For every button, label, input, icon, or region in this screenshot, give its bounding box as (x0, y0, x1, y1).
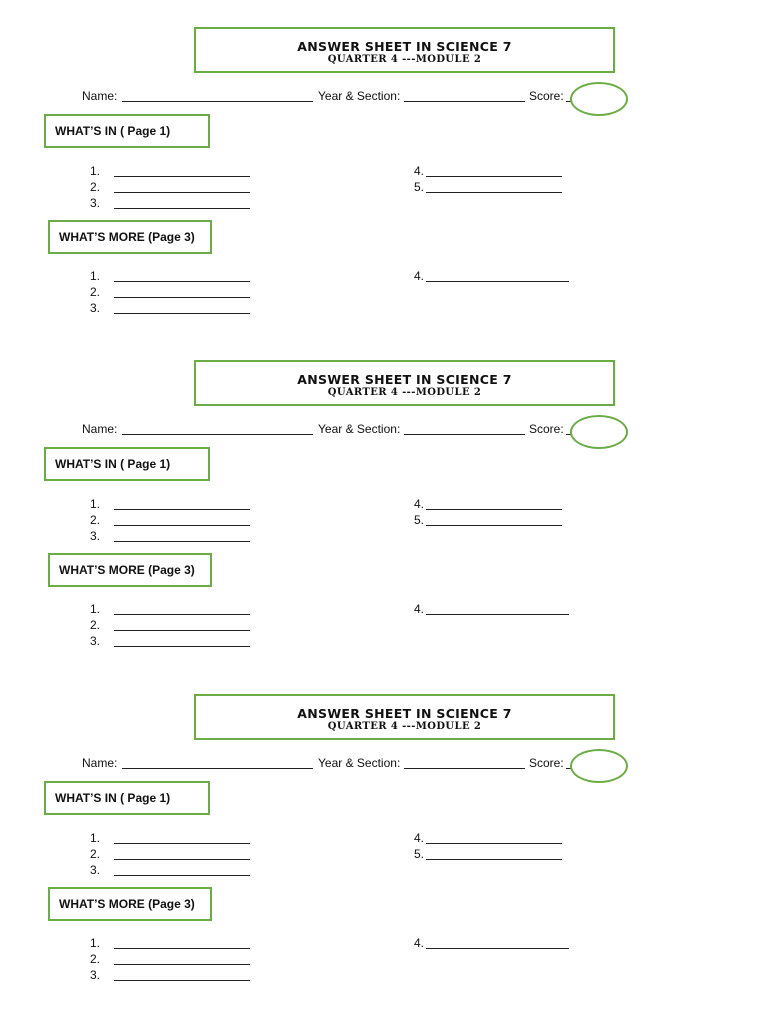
name-field[interactable] (122, 101, 313, 102)
answer-line[interactable] (114, 208, 250, 209)
year-section-field[interactable] (404, 101, 525, 102)
item-number: 3. (90, 863, 101, 877)
answer-line[interactable] (114, 859, 250, 860)
answer-line[interactable] (114, 875, 250, 876)
answer-line[interactable] (114, 948, 250, 949)
answer-line[interactable] (114, 614, 250, 615)
item-number: 3. (90, 529, 101, 543)
whats-in-heading: WHAT’S IN ( Page 1) (44, 781, 210, 815)
answer-line[interactable] (426, 176, 562, 177)
item-number: 2. (90, 618, 101, 632)
item-number: 2. (90, 180, 101, 194)
answer-line[interactable] (426, 859, 562, 860)
name-label: Name: (82, 422, 118, 436)
score-circle[interactable] (570, 749, 628, 783)
answer-line[interactable] (114, 964, 250, 965)
sheet-subtitle: QUARTER 4 ---MODULE 2 (327, 721, 482, 732)
answer-line[interactable] (114, 297, 250, 298)
answer-line[interactable] (426, 525, 562, 526)
answer-line[interactable] (114, 646, 250, 647)
score-label: Score: (529, 756, 564, 770)
whats-more-heading: WHAT’S MORE (Page 3) (48, 553, 212, 587)
item-number: 2. (90, 952, 101, 966)
answer-line[interactable] (426, 192, 562, 193)
sheet-subtitle: QUARTER 4 ---MODULE 2 (327, 54, 482, 65)
item-number: 2. (90, 285, 101, 299)
answer-line[interactable] (426, 509, 562, 510)
score-circle[interactable] (570, 415, 628, 449)
answer-sheet-3 (0, 667, 768, 1001)
name-label: Name: (82, 89, 118, 103)
answer-line[interactable] (114, 980, 250, 981)
score-label: Score: (529, 89, 564, 103)
answer-line[interactable] (114, 525, 250, 526)
item-number: 4. (414, 831, 425, 845)
title-box (194, 360, 615, 406)
answer-line[interactable] (426, 281, 569, 282)
item-number: 3. (90, 968, 101, 982)
item-number: 3. (90, 196, 101, 210)
name-label: Name: (82, 756, 118, 770)
sheet-title: ANSWER SHEET IN SCIENCE 7 (297, 372, 512, 387)
whats-in-heading: WHAT’S IN ( Page 1) (44, 114, 210, 148)
item-number: 1. (90, 602, 101, 616)
item-number: 2. (90, 513, 101, 527)
score-label: Score: (529, 422, 564, 436)
answer-sheet-2 (0, 333, 768, 667)
sheet-title: ANSWER SHEET IN SCIENCE 7 (297, 39, 512, 54)
item-number: 3. (90, 634, 101, 648)
sheet-title: ANSWER SHEET IN SCIENCE 7 (297, 706, 512, 721)
sheet-subtitle: QUARTER 4 ---MODULE 2 (327, 387, 482, 398)
item-number: 1. (90, 269, 101, 283)
answer-line[interactable] (114, 509, 250, 510)
item-number: 5. (414, 180, 425, 194)
answer-line[interactable] (114, 541, 250, 542)
year-section-field[interactable] (404, 768, 525, 769)
title-box (194, 694, 615, 740)
item-number: 4. (414, 269, 425, 283)
item-number: 5. (414, 513, 425, 527)
whats-more-heading: WHAT’S MORE (Page 3) (48, 220, 212, 254)
item-number: 2. (90, 847, 101, 861)
answer-line[interactable] (114, 192, 250, 193)
item-number: 1. (90, 164, 101, 178)
item-number: 3. (90, 301, 101, 315)
answer-line[interactable] (114, 176, 250, 177)
whats-more-heading: WHAT’S MORE (Page 3) (48, 887, 212, 921)
answer-line[interactable] (426, 614, 569, 615)
item-number: 1. (90, 936, 101, 950)
name-field[interactable] (122, 434, 313, 435)
answer-line[interactable] (114, 313, 250, 314)
answer-line[interactable] (426, 948, 569, 949)
year-section-label: Year & Section: (318, 422, 401, 436)
answer-line[interactable] (426, 843, 562, 844)
year-section-label: Year & Section: (318, 756, 401, 770)
item-number: 1. (90, 831, 101, 845)
answer-sheet-1 (0, 0, 768, 334)
year-section-field[interactable] (404, 434, 525, 435)
item-number: 4. (414, 164, 425, 178)
name-field[interactable] (122, 768, 313, 769)
answer-line[interactable] (114, 630, 250, 631)
item-number: 4. (414, 602, 425, 616)
score-circle[interactable] (570, 82, 628, 116)
item-number: 5. (414, 847, 425, 861)
answer-line[interactable] (114, 843, 250, 844)
item-number: 4. (414, 936, 425, 950)
title-box (194, 27, 615, 73)
whats-in-heading: WHAT’S IN ( Page 1) (44, 447, 210, 481)
item-number: 4. (414, 497, 425, 511)
answer-line[interactable] (114, 281, 250, 282)
item-number: 1. (90, 497, 101, 511)
year-section-label: Year & Section: (318, 89, 401, 103)
